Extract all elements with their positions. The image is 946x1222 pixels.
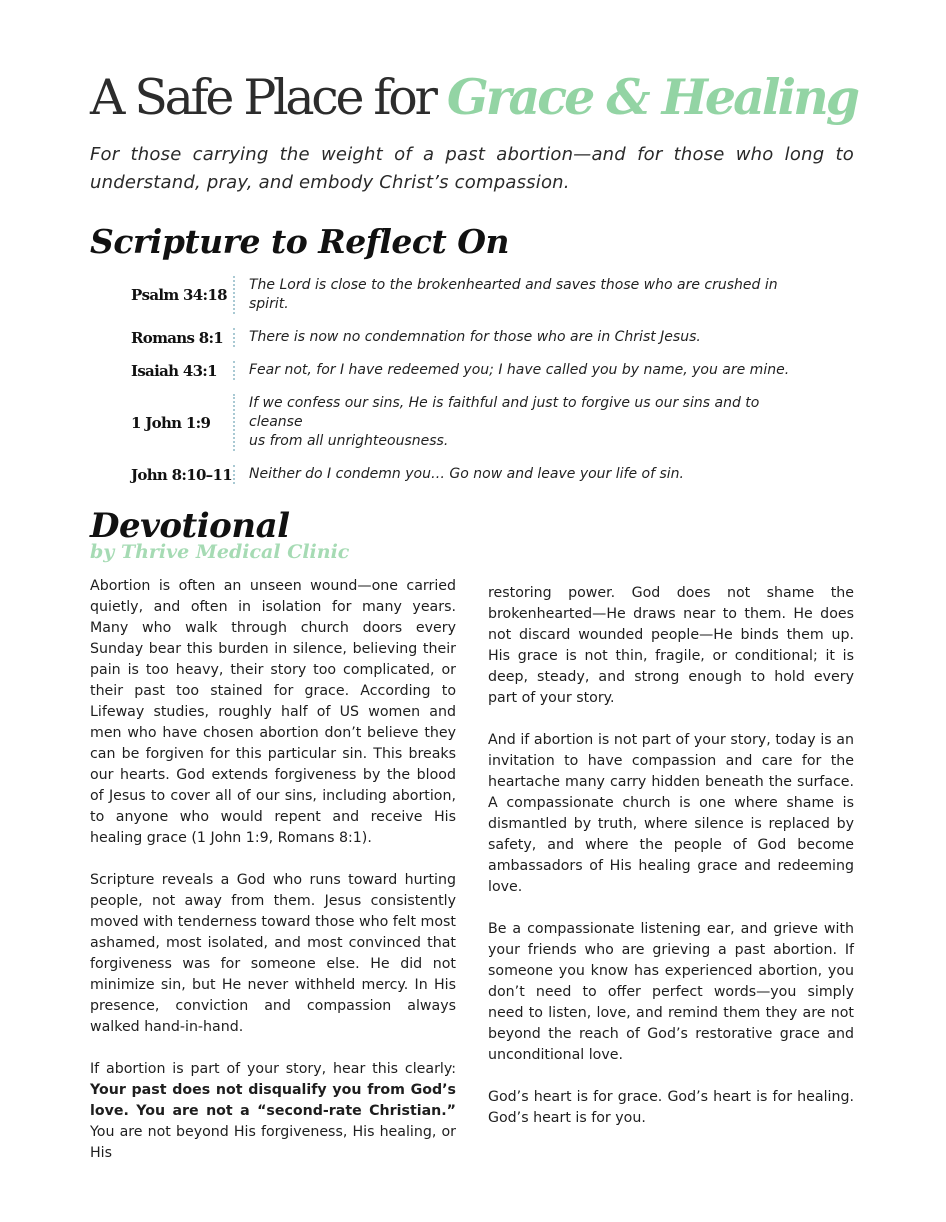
- page-title: [90, 62, 857, 133]
- verse-text: The Lord is close to the brokenhearted and saves those who are crushed in spirit.: [233, 276, 809, 314]
- verse-row: [131, 276, 821, 314]
- paragraph: If abortion is part of your story, hear this clearly: Your past does not disqualify you from God’s love. You are not a “second-rate Christian.” You are not beyond His forgiveness, His healing, or His: [90, 1061, 456, 1161]
- devotional-column-right: [488, 583, 854, 1150]
- verse-row: [131, 394, 821, 451]
- paragraph: Abortion is often an unseen wound—one carried quietly, and often in isolation for many years. Many who walk through church doors every Sunday bear this burden in silence, believing their pain is too heavy, their story too complicated, or their past too stained for grace. According to Lifeway studies, roughly half of US women and men who have chosen abortion don’t believe they can be forgiven for this particular sin. This breaks our hearts. God extends forgiveness by the blood of Jesus to cover all of our sins, including abortion, to anyone who would repent and receive His healing grace (1 John 1:9, Romans 8:1).: [90, 578, 456, 846]
- devotional-byline: by Thrive Medical Clinic: [90, 541, 350, 563]
- devotional-column-left: [90, 576, 456, 1185]
- paragraph: Be a compassionate listening ear, and grieve with your friends who are grieving a past abortion. If someone you know has experienced abortion, you don’t need to offer perfect words—you simply need to listen, love, and remind them they are not beyond the reach of God’s restorative grace and unconditional love.: [488, 921, 854, 1063]
- verse-text: Fear not, for I have redeemed you; I have called you by name, you are mine.: [233, 361, 809, 380]
- verse-text: Neither do I condemn you… Go now and leave your life of sin.: [233, 465, 809, 484]
- paragraph: Scripture reveals a God who runs toward hurting people, not away from them. Jesus consistently moved with tenderness toward those who felt most ashamed, most isolated, and most convinced that forgiveness was for someone else. He did not minimize sin, but He never withheld mercy. In His presence, conviction and compassion always walked hand-in-hand.: [90, 872, 456, 1035]
- verse-reference: Romans 8:1: [131, 328, 224, 347]
- devotional-heading: Devotional: [90, 506, 290, 546]
- subtitle: For those carrying the weight of a past abortion—and for those who long to understand, pray, and embody Christ’s compassion.: [90, 144, 854, 193]
- title-main: A Safe Place for: [90, 69, 447, 126]
- verse-list: [131, 276, 821, 498]
- verse-row: [131, 328, 821, 347]
- verse-row: [131, 361, 821, 380]
- verse-reference: 1 John 1:9: [131, 413, 211, 432]
- scripture-heading: Scripture to Reflect On: [90, 222, 509, 261]
- verse-reference: Psalm 34:18: [131, 286, 227, 304]
- paragraph: God’s heart is for grace. God’s heart is for healing. God’s heart is for you.: [488, 1089, 854, 1126]
- emphasis-text: Your past does not disqualify you from God’s love. You are not a “second-rate Christian.”: [90, 1082, 456, 1119]
- verse-row: [131, 465, 821, 484]
- title-accent: Grace & Healing: [446, 68, 857, 126]
- verse-reference: John 8:10–11: [131, 465, 232, 484]
- verse-reference: Isaiah 43:1: [131, 361, 217, 380]
- verse-text: If we confess our sins, He is faithful and just to forgive us our sins and to cleanse us from all unrighteousness.: [233, 394, 809, 451]
- paragraph: restoring power. God does not shame the brokenhearted—He draws near to them. He does not discard wounded people—He binds them up. His grace is not thin, fragile, or conditional; it is deep, steady, and strong enough to hold every part of your story.: [488, 585, 854, 706]
- verse-text: There is now no condemnation for those who are in Christ Jesus.: [233, 328, 809, 347]
- paragraph: And if abortion is not part of your story, today is an invitation to have compassion and care for the heartache many carry hidden beneath the surface. A compassionate church is one where shame is dismantled by truth, where silence is replaced by safety, and where the people of God become ambassadors of His healing grace and redeeming love.: [488, 732, 854, 895]
